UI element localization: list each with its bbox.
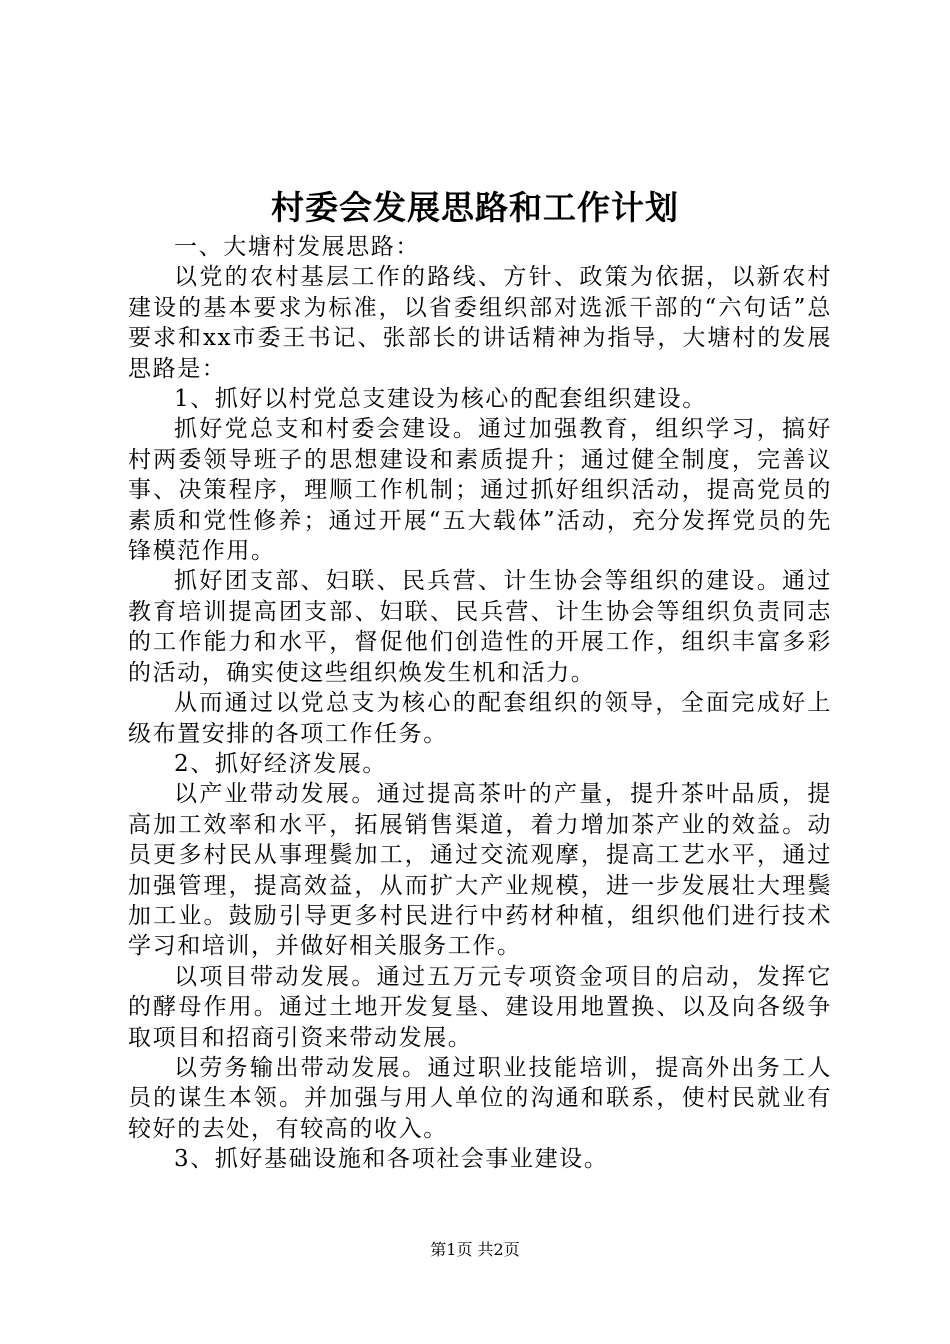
paragraph: 从而通过以党总支为核心的配套组织的领导，全面完成好上级布置安排的各项工作任务。 [128, 690, 832, 747]
document-body [128, 232, 832, 1175]
paragraph: 以劳务输出带动发展。通过职业技能培训，提高外出务工人员的谋生本领。并加强与用人单位的沟通和联系，使村民就业有较好的去处，有较高的收入。 [128, 1054, 832, 1142]
section-heading-1: 一、大塘村发展思路： [174, 234, 420, 260]
paragraph: 抓好团支部、妇联、民兵营、计生协会等组织的建设。通过教育培训提高团支部、妇联、民兵营、计生协会等组织负责同志的工作能力和水平，督促他们创造性的开展工作，组织丰富多彩的活动，确实使这些组织焕发生机和活力。 [128, 568, 832, 686]
paragraph: 以产业带动发展。通过提高茶叶的产量，提升茶叶品质，提高加工效率和水平，拓展销售渠道，着力增加茶产业的效益。动员更多村民从事理鬓加工，通过交流观摩，提高工艺水平，通过加强管理，提高效益，从而扩大产业规模，进一步发展壮大理鬓加工业。鼓励引导更多村民进行中药材种植，组织他们进行技术学习和培训，并做好相关服务工作。 [128, 781, 832, 960]
subheading-1: 1、抓好以村党总支建设为核心的配套组织建设。 [174, 386, 707, 413]
document-title: 村委会发展思路和工作计划 [271, 188, 679, 227]
paragraph: 以项目带动发展。通过五万元专项资金项目的启动，发挥它的酵母作用。通过土地开发复垦、建设用地置换、以及向各级争取项目和招商引资来带动发展。 [128, 963, 832, 1051]
subheading-2: 2、抓好经济发展。 [174, 750, 388, 777]
page-footer: 第1页 共2页 [430, 1240, 520, 1259]
paragraph: 以党的农村基层工作的路线、方针、政策为依据，以新农村建设的基本要求为标准，以省委组织部对选派干部的“六句话”总要求和xx市委王书记、张部长的讲话精神为指导，大塘村的发展思路是： [128, 264, 832, 382]
subheading-3: 3、抓好基础设施和各项社会事业建设。 [174, 1146, 609, 1173]
paragraph: 抓好党总支和村委会建设。通过加强教育，组织学习，搞好村两委领导班子的思想建设和素质提升；通过健全制度，完善议事、决策程序，理顺工作机制；通过抓好组织活动，提高党员的素质和党性修养；通过开展“五大载体”活动，充分发挥党员的先锋模范作用。 [128, 416, 832, 565]
